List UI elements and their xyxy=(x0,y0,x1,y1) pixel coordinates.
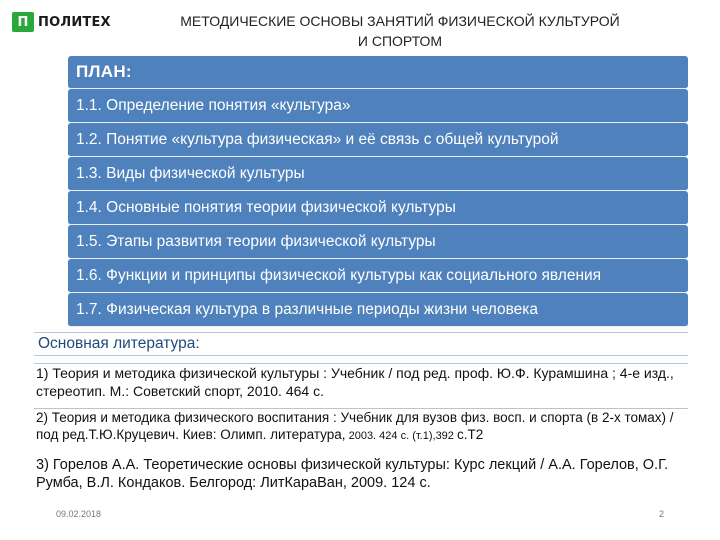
plan-item-1: 1.1. Определение понятия «культура» xyxy=(68,89,688,123)
literature-item-2-tail: 2003. 424 с. (т.1),392 xyxy=(345,430,457,442)
literature-item-2-end: с.Т2 xyxy=(456,427,484,442)
page-title-line-1: МЕТОДИЧЕСКИЕ ОСНОВЫ ЗАНЯТИЙ ФИЗИЧЕСКОЙ КУЛЬТУРОЙ xyxy=(180,13,620,29)
plan-block xyxy=(68,56,688,327)
plan-item-4: 1.4. Основные понятия теории физической культуры xyxy=(68,191,688,225)
page-title xyxy=(130,11,670,51)
page-title-line-2: И СПОРТОМ xyxy=(357,33,443,49)
literature-item-3: 3) Горелов А.А. Теоретические основы физической культуры: Курс лекций / А.А. Горелов, О.Г. Румба, В.Л. Кондаков. Белгород: ЛитКараВан, 2009. 124 с. xyxy=(36,457,669,491)
plan-item-2: 1.2. Понятие «культура физическая» и её связь с общей культурой xyxy=(68,123,688,157)
footer-date: 09.02.2018 xyxy=(56,509,102,519)
literature-title: Основная литература: xyxy=(34,332,688,356)
plan-item-7: 1.7. Физическая культура в различные периоды жизни человека xyxy=(68,293,688,327)
literature-item-2-text: 2) Теория и методика физического воспитания : Учебник для вузов физ. восп. и спорта (в 2-х томах) /под ред.Т.Ю.Круцевич. Киев: Олимп. литература, xyxy=(36,410,674,442)
plan-item-6: 1.6. Функции и принципы физической культуры как социального явления xyxy=(68,259,688,293)
literature-item-2 xyxy=(34,408,688,452)
logo-text: ПОЛИТЕХ xyxy=(38,14,111,30)
plan-item-3: 1.3. Виды физической культуры xyxy=(68,157,688,191)
literature-item-1: 1) Теория и методика физической культуры : Учебник / под ред. проф. Ю.Ф. Курамшина ; 4-е изд., стереотип. М.: Советский спорт, 2010. 464 с. xyxy=(34,363,688,403)
logo-mark-icon: П xyxy=(12,12,34,32)
logo xyxy=(12,12,111,32)
plan-heading: ПЛАН: xyxy=(68,56,688,89)
page-number: 2 xyxy=(658,509,664,519)
plan-item-5: 1.5. Этапы развития теории физической культуры xyxy=(68,225,688,259)
